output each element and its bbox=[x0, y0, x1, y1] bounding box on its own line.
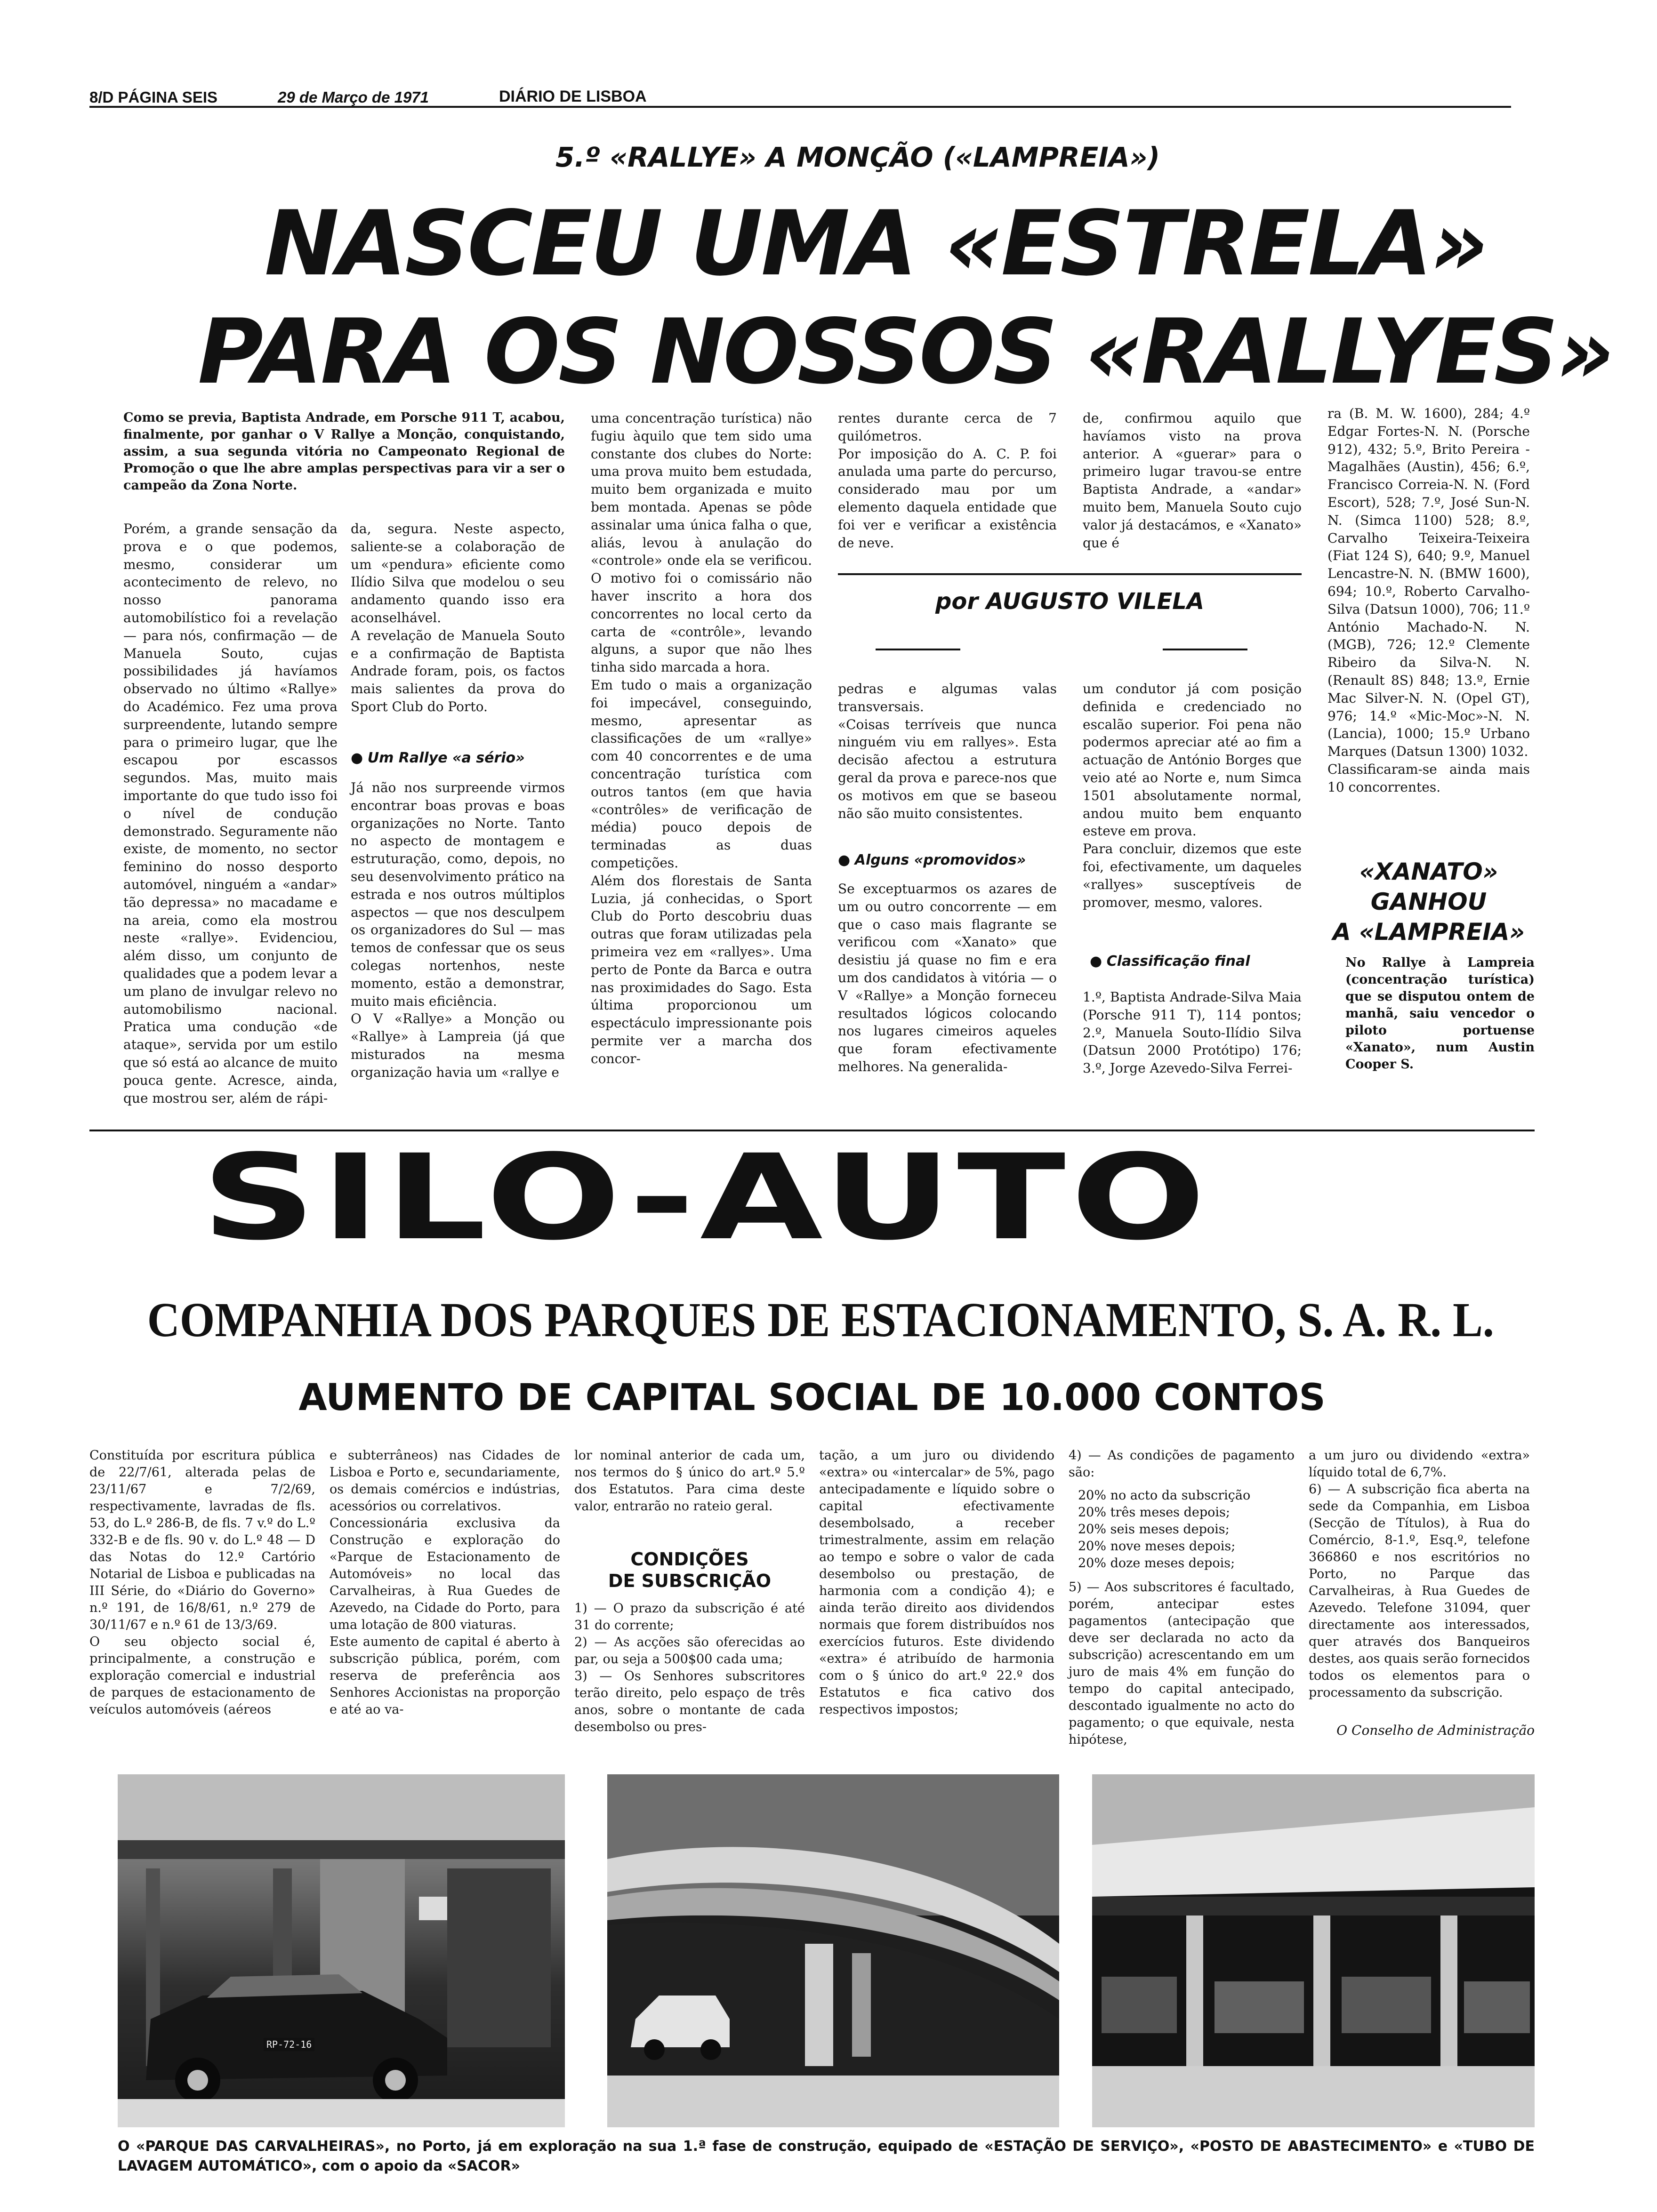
rally-lead: Como se previa, Baptista Andrade, em Porsche 911 T, acabou, finalmente, por ganhar o V Rallye a Monção, conquistando, assim, a sua segunda vitória no Campeonato Regional de Promoção o que lhe abre amplas perspectivas para vir a ser o campeão da Zona Norte. bbox=[123, 410, 565, 493]
ad-headline: AUMENTO DE CAPITAL SOCIAL DE 10.000 CONTOS bbox=[298, 1377, 1326, 1419]
rally-col-2a: da, segura. Neste aspecto, saliente-se a colaboração de um «pendura» eficiente como Ilídio Silva que modelou o seu andamento quando isso era aconselhável. A revelação de Manuela Souto e a confirmação de Baptista Andrade foram, pois, os factos mais salientes da prova do Sport Club do Porto. bbox=[351, 521, 565, 714]
subhead-serio-text: Um Rallye «a sério» bbox=[367, 750, 525, 766]
bullet-icon: ● bbox=[838, 852, 851, 868]
rally-col-4c: Se exceptuarmos os azares de um ou outro concorrente — em que o caso mais flagrante se verificou com «Xanato» que desistiu já quase no fim e era um dos candidatos à vitória — o V «Rallye» a Monção forneceu resultados lógicos colocando nos lugares cimeiros aqueles que foram efectivamente melhores. Na generalida- bbox=[838, 881, 1057, 1074]
rally-col-2b: Já não nos surpreende virmos encontrar boas provas e boas organizações no Norte. Tanto no aspecto de montagem e estruturação, como, depois, no seu desenvolvimento prático na estrada e nos outros múltiplos aspectos — que nos desculpem os organizadores do Sul — mas temos de confessar que os seus colegas nortenhos, neste momento, estão a demonstrar, muito mais eficiência. O V «Rallye» a Monção ou «Rallye» à Lampreia (já que misturados na mesma organização havia um «rallye e bbox=[351, 780, 565, 1080]
rally-headline-2: PARA OS NOSSOS «RALLYES» bbox=[198, 300, 1613, 404]
ad-company: COMPANHIA DOS PARQUES DE ESTACIONAMENTO, S. A. R. L. bbox=[147, 1293, 1494, 1347]
rally-col-6: ra (B. M. W. 1600), 284; 4.º Edgar Fortes-N. N. (Porsche 912), 432; 5.º, Brito Pereira - Magalhães (Austin), 456; 6.º, Francisco Correia-N. N. (Ford Escort), 528; 7.º, José Sun-N. N. (Simca 1100) 528; 8.º, Carvalho Teixeira-Teixeira (Fiat 124 S), 640; 9.º, Manuel Lencastre-N. N. (BMW 1600), 694; 10.º, Roberto Carvalho-Silva (Datsun 1000), 706; 11.º António Machado-N. N. (MGB), 726; 12.º Clemente Ribeiro da Silva-N. N. (Renault 8S) 848; 13.º, Ernie Mac Silver-N. N. (Opel GT), 976; 14.º «Mic-Moc»-N. N. (Lancia), 1000; 15.º Urbano Marques (Datsun 1300) 1032. Classificaram-se ainda mais 10 concorrentes. bbox=[1327, 406, 1530, 795]
page-date: 29 de Março de 1971 bbox=[278, 88, 429, 106]
subhead-classificacao-text: Classificação final bbox=[1106, 953, 1250, 970]
subhead-promovidos-text: Alguns «promovidos» bbox=[854, 852, 1026, 868]
xanato-box bbox=[1323, 857, 1535, 1073]
ad-col-1: Constituída por escritura pública de 22/7/61, alterada pelas de 23/11/67 e 7/2/69, respectivamente, lavradas de fls. 53, do L.º 286-B, de fls. 7 v.º do L.º 332-B e de fls. 90 v. do L.º 48 — D das Notas do 12.º Cartório Notarial de Lisboa e publicadas na III Série, do «Diário do Governo» n.º 191, de 16/8/61, n.º 279 de 30/11/67 e n.º 61 de 13/3/69. O seu objecto social é, principalmente, a construção e exploração comercial e industrial de parques de estacionamento de veículos automóveis (aéreos bbox=[89, 1448, 315, 1717]
ad-col-4: tação, a um juro ou dividendo «extra» ou «intercalar» de 5%, pago antecipadamente e líquido sobre o capital efectivamente desembolsado, a receber trimestralmente, assim em relação ao tempo e sobre o valor de cada desembolso ou prestação, de harmonia com a condição 4); e ainda terão direito aos dividendos normais que forem distribuídos nos exercícios futuros. Este dividendo «extra» é atribuído de harmonia com o § único do art.º 22.º dos Estatutos e fica cativo dos respectivos impostos; bbox=[819, 1448, 1054, 1717]
header-rule bbox=[89, 106, 1511, 108]
ad-signature: O Conselho de Administração bbox=[1336, 1723, 1535, 1738]
byline: por AUGUSTO VILELA bbox=[935, 588, 1204, 615]
byline-rule-left bbox=[876, 649, 960, 650]
rally-col-5b: um condutor já com posição definida e credenciado no escalão superior. Foi pena não podermos apreciar até ao fim a actuação de António Borges que veio até ao Norte e, num Simca 1501 absolutamente normal, andou muito bem enquanto esteve em prova. Para concluir, dizemos que este foi, efectivamente, um daqueles «rallyes» susceptíveis de promover, mesmo, valores. bbox=[1083, 681, 1302, 910]
photo-caption: O «PARQUE DAS CARVALHEIRAS», no Porto, já em exploração na sua 1.ª fase de construção, equipado de «ESTAÇÃO DE SERVIÇO», «POSTO DE ABASTECIMENTO» e «TUBO DE LAVAGEM AUTOMÁTICO», com o apoio da «SACOR» bbox=[118, 2138, 1535, 2174]
schedule-item: 20% no acto da subscrição bbox=[1078, 1488, 1251, 1503]
photo-parking-entrance bbox=[118, 1774, 565, 2127]
ad-brand: SILO-AUTO bbox=[201, 1129, 1211, 1266]
subhead-serio bbox=[351, 750, 565, 766]
ad-col-2: e subterrâneos) nas Cidades de Lisboa e Porto e, secundariamente, os demais comércios e indústrias, acessórios ou correlativos. Concessionária exclusiva da Construção e exploração do «Parque de Estacionamento de Automóveis» no local das Carvalheiras, à Rua Guedes de Azevedo, na Cidade do Porto, para uma lotação de 800 viaturas. Este aumento de capital é aberto à subscrição pública, porém, com reserva de preferência aos Senhores Accionistas na proporção e até ao va- bbox=[330, 1448, 560, 1717]
conditions-title bbox=[574, 1548, 805, 1592]
subhead-promovidos bbox=[838, 852, 1057, 868]
ad-col-6: a um juro ou dividendo «extra» líquido total de 6,7%. 6) — A subscrição fica aberta na sede da Companhia, em Lisboa (Secção de Títulos), à Rua do Comércio, 8-1.º, Esq.º, telefone 366860 e nos escritórios no Porto, no Parque das Carvalheiras, à Rua Guedes de Azevedo. Telefone 31094, quer directamente aos interessados, quer através dos Banqueiros destes, aos quais serão fornecidos todos os elementos para o processamento da subscrição. bbox=[1309, 1448, 1530, 1700]
ad-col-5a: 4) — As condições de pagamento são: bbox=[1069, 1448, 1295, 1480]
xanato-title-2: GANHOU bbox=[1370, 888, 1487, 915]
rally-col-1: Porém, a grande sensação da prova e o que podemos, mesmo, considerar um acontecimento de relevo, no nosso panorama automobilístico foi a revelação — para nós, confirmação — de Manuela Souto, cujas possibilidades já havíamos observado no último «Rallye» do Académico. Fez uma prova surpreendente, lutando sempre para o primeiro lugar, que lhe escapou por escassos segundos. Mas, muito mais importante do que tudo isso foi o nível de condução demonstrado. Seguramente não existe, de momento, no sector feminino do nosso desporto automóvel, ninguém a «andar» tão depressa» no macadame e na areia, como ela mostrou neste «rallye». Evidenciou, além disso, um conjunto de qualidades que a podem levar a um plano de invulgar relevo no automobilismo nacional. Pratica uma condução «de ataque», servida por um estilo que só está ao alcance de muito pouca gente. Acresce, ainda, que mostrou ser, além de rápi- bbox=[123, 521, 338, 1106]
rally-headline-1: NASCEU UMA «ESTRELA» bbox=[264, 192, 1487, 296]
bullet-icon: ● bbox=[1090, 953, 1102, 970]
rally-col-5c: 1.º, Baptista Andrade-Silva Maia (Porsche 911 T), 114 pontos; 2.º, Manuela Souto-Ilídio Silva (Datsun 2000 Protótipo) 176; 3.º, Jorge Azevedo-Silva Ferrei- bbox=[1083, 989, 1302, 1076]
rally-col-4a: rentes durante cerca de 7 quilómetros. Por imposição do A. C. P. foi anulada uma parte do percurso, considerado mau por um elemento daquela entidade que foi ver e verificar a existência de neve. bbox=[838, 410, 1057, 551]
schedule-item: 20% três meses depois; bbox=[1078, 1505, 1231, 1520]
ad-col-3b: 1) — O prazo da subscrição é até 31 do corrente; 2) — As acções são oferecidas ao par, ou seja a 500$00 cada uma; 3) — Os Senhores subscritores terão direito, pelo espaço de três anos, sobre o montante de cada desembolso ou pres- bbox=[574, 1601, 805, 1734]
rally-col-4b: pedras e algumas valas transversais. «Coisas terríveis que nunca ninguém viu em rallyes». Esta decisão afectou a estrutura geral da prova e parece-nos que os motivos em que se baseou não são muito consistentes. bbox=[838, 681, 1057, 821]
xanato-title-1: «XANATO» bbox=[1359, 858, 1498, 885]
xanato-text: No Rallye à Lampreia (concentração turística) que se disputou ontem de manhã, saiu vencedor o piloto portuense «Xanato», num Austin Cooper S. bbox=[1345, 955, 1535, 1072]
rally-kicker: 5.º «RALLYE» A MONÇÃO («LAMPREIA») bbox=[555, 141, 1160, 173]
rally-col-3: uma concentração turística) não fugiu àquilo que tem sido uma constante dos clubes do Norte: uma prova muito bem estudada, muito bem organizada e muito bem montada. Apenas se pôde assinalar uma única falha o que, aliás, levou à anulação do «controle» onde ela se verificou. O motivo foi o comissário não haver inscrito a hora dos concorrentes no local certo da carta de «contrôle», levando alguns, a supor que não lhes tinha sido marcada a hora. Em tudo o mais a organização foi impecável, conseguindo, mesmo, apresentar as classificações de um «rallye» com 40 concorrentes e de uma concentração turística com outros tantos (em que havia «contrôles» de verificação de média) pouco depois de terminadas as duas competições. Além dos florestais de Santa Luzia, já conhecidas, o Sport Club do Porto descobriu duas outras que forам utilizadas pela primeira vez em «rallyes». Uma perto de Ponte da Barca e outra nas proximidades do Sago. Esta última proporcionou um espectáculo impressionante pois permite ver a marcha dos concor- bbox=[591, 410, 812, 1066]
schedule-item: 20% nove meses depois; bbox=[1078, 1539, 1236, 1554]
conditions-title-2: DE SUBSCRIÇÃO bbox=[608, 1571, 772, 1591]
photo-parking-interior bbox=[1092, 1774, 1535, 2127]
conditions-title-1: CONDIÇÕES bbox=[630, 1549, 749, 1570]
newspaper-name: DIÁRIO DE LISBOA bbox=[499, 88, 647, 105]
page-number: 8/D PÁGINA SEIS bbox=[89, 88, 218, 106]
photo-parking-ramp bbox=[607, 1774, 1059, 2127]
schedule-item: 20% doze meses depois; bbox=[1078, 1556, 1235, 1571]
rally-col-5a: de, confirmou aquilo que havíamos visto na prova anterior. A «guerar» para o primeiro lugar travou-se entre Baptista Andrade, a «andar» muito bem, Manuela Souto cujo valor já destacámos, e «Xanato» que é bbox=[1083, 410, 1302, 551]
schedule-item: 20% seis meses depois; bbox=[1078, 1522, 1230, 1537]
subhead-classificacao bbox=[1090, 953, 1302, 970]
byline-rule-top bbox=[838, 573, 1302, 575]
ad-col-5b: 5) — Aos subscritores é facultado, porém, antecipar estes pagamentos (antecipação que deve ser declarada no acto da subscrição) acrescentando em um juro de mais 4% em função do tempo do capital antecipado, descontado igualmente no acto do pagamento; o que equivale, nesta hipótese, bbox=[1069, 1580, 1295, 1747]
xanato-title-3: A «LAMPREIA» bbox=[1332, 918, 1525, 946]
bullet-icon: ● bbox=[351, 750, 363, 766]
payment-schedule bbox=[1078, 1487, 1295, 1572]
byline-rule-right bbox=[1163, 649, 1247, 650]
license-plate: RP-72-16 bbox=[264, 2038, 314, 2051]
ad-col-3a: lor nominal anterior de cada um, nos termos do § único do art.º 5.º dos Estatutos. Para cima deste valor, entrarão no rateio geral. bbox=[574, 1448, 805, 1514]
